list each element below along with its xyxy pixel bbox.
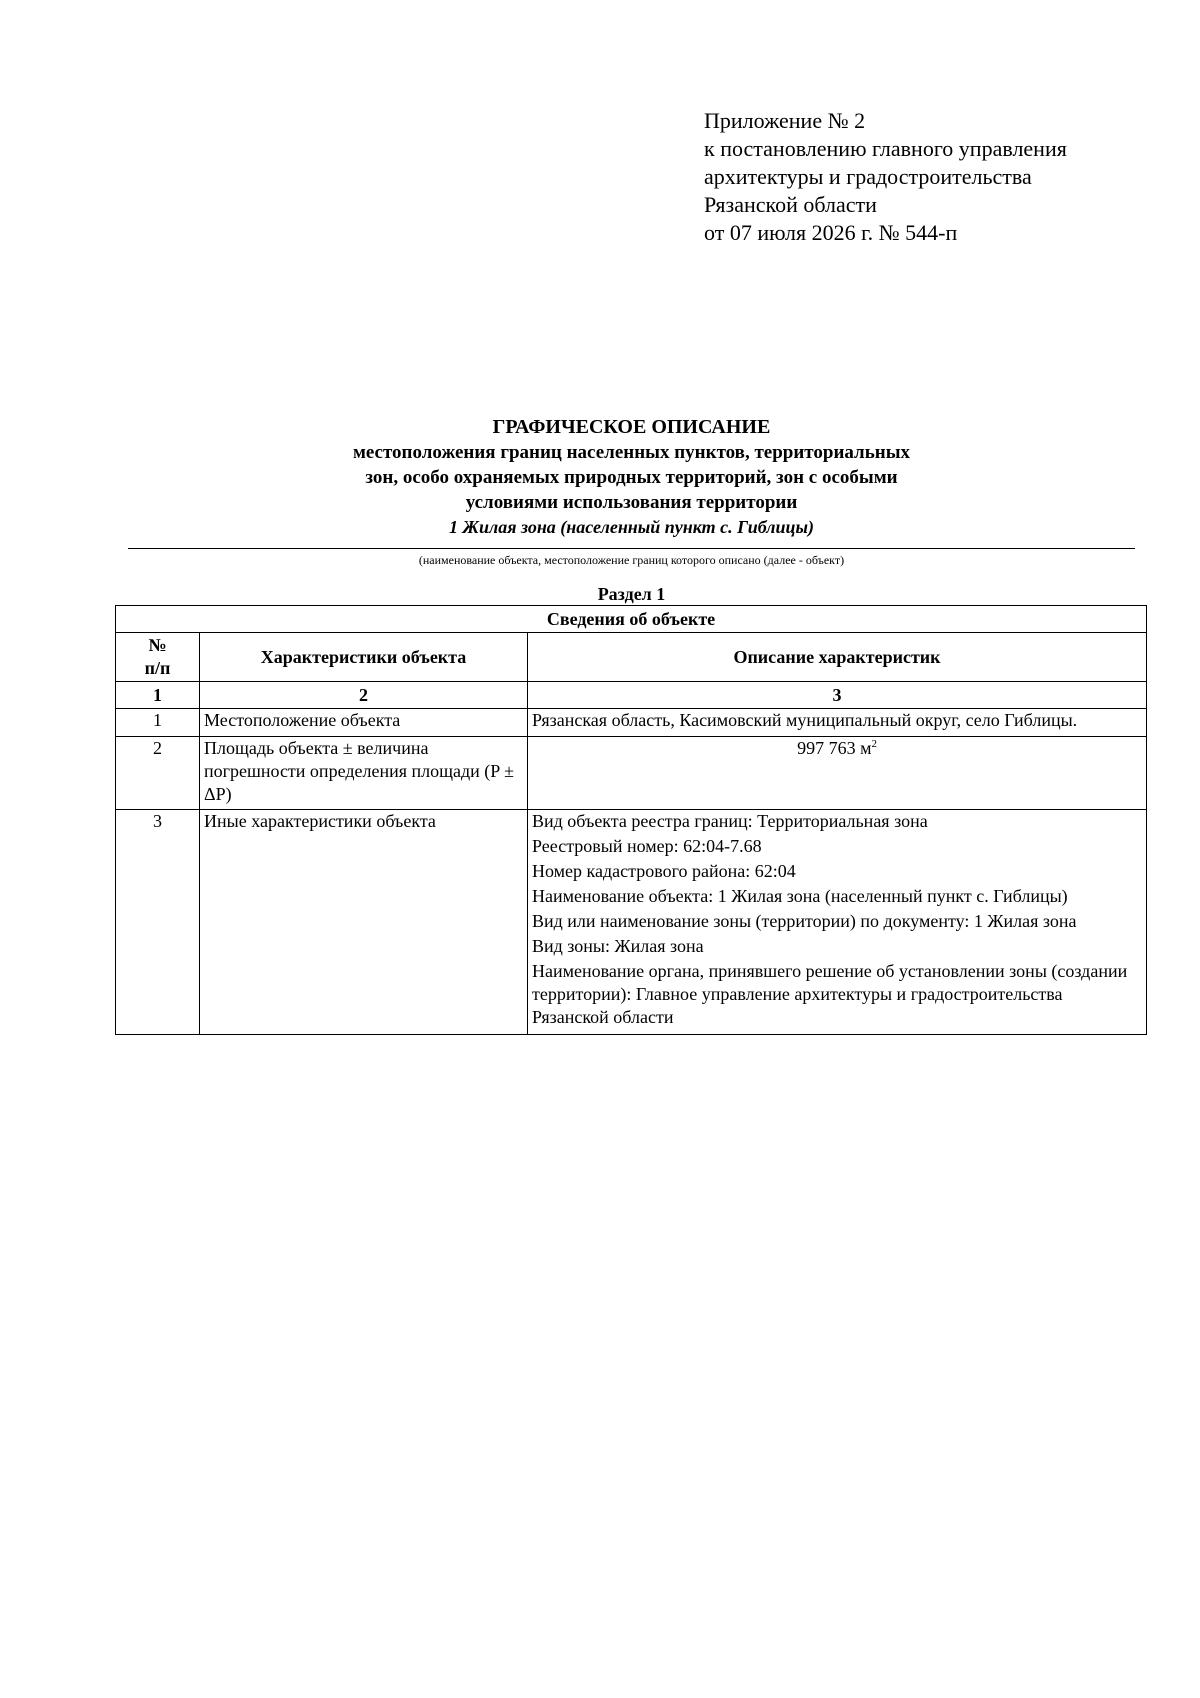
table-caption-row <box>116 606 1147 633</box>
row-number: 3 <box>116 810 200 1035</box>
row-characteristic: Площадь объекта ± величина погрешности определения площади (P ± ΔP) <box>200 737 528 810</box>
appendix-line: Приложение № 2 <box>704 108 866 133</box>
description-item: Наименование объекта: 1 Жилая зона (населенный пункт с. Гиблицы) <box>532 886 1068 906</box>
column-number-row <box>116 682 1147 709</box>
description-item: Вид или наименование зоны (территории) по документу: 1 Жилая зона <box>532 911 1077 931</box>
column-number: 3 <box>528 682 1147 709</box>
object-name-underline <box>128 548 1135 549</box>
section-title: Раздел 1 <box>597 584 666 604</box>
row-number: 1 <box>116 709 200 737</box>
document-header <box>128 414 1135 539</box>
row-characteristic: Иные характеристики объекта <box>200 810 528 1035</box>
object-name-hint: (наименование объекта, местоположение границ которого описано (далее - объект) <box>418 553 845 567</box>
table-row <box>116 709 1147 737</box>
appendix-line: Рязанской области <box>704 192 877 217</box>
appendix-line: к постановлению главного управления <box>704 136 1067 161</box>
appendix-line: архитектуры и градостроительства <box>704 164 1032 189</box>
row-area-value <box>528 737 1147 810</box>
object-name: 1 Жилая зона (населенный пункт с. Гиблицы) <box>448 517 814 537</box>
description-item: Вид зоны: Жилая зона <box>532 936 704 956</box>
column-header-characteristic: Характеристики объекта <box>200 633 528 682</box>
table-caption: Сведения об объекте <box>116 606 1147 633</box>
column-header-description: Описание характеристик <box>528 633 1147 682</box>
column-number: 1 <box>116 682 200 709</box>
row-description-list <box>528 810 1147 1035</box>
column-header-number: № п/п <box>116 633 200 682</box>
object-info-table <box>115 605 1147 1035</box>
column-number: 2 <box>200 682 528 709</box>
area-unit-exponent: 2 <box>871 738 877 750</box>
description-item: Вид объекта реестра границ: Территориальная зона <box>532 811 928 831</box>
appendix-block <box>704 107 1164 247</box>
row-characteristic: Местоположение объекта <box>200 709 528 737</box>
area-value: 997 763 м <box>797 738 872 758</box>
document-title: ГРАФИЧЕСКОЕ ОПИСАНИЕ <box>492 416 771 438</box>
row-number: 2 <box>116 737 200 810</box>
table-header-row <box>116 633 1147 682</box>
document-subtitle-line: местоположения границ населенных пунктов, территориальных <box>352 442 911 463</box>
document-subtitle-line: зон, особо охраняемых природных территорий, зон с особыми <box>365 467 898 488</box>
description-item: Наименование органа, принявшего решение об установлении зоны (создании территории): Главное управление архитектуры и градостроительства Рязанской области <box>532 961 1128 1027</box>
appendix-line: от 07 июля 2026 г. № 544-п <box>704 220 958 245</box>
table-row <box>116 810 1147 1035</box>
description-item: Реестровый номер: 62:04-7.68 <box>532 836 762 856</box>
description-item: Номер кадастрового района: 62:04 <box>532 861 796 881</box>
document-subtitle-line: условиями использования территории <box>465 492 798 513</box>
table-row <box>116 737 1147 810</box>
row-description: Рязанская область, Касимовский муниципальный округ, село Гиблицы. <box>528 709 1147 737</box>
